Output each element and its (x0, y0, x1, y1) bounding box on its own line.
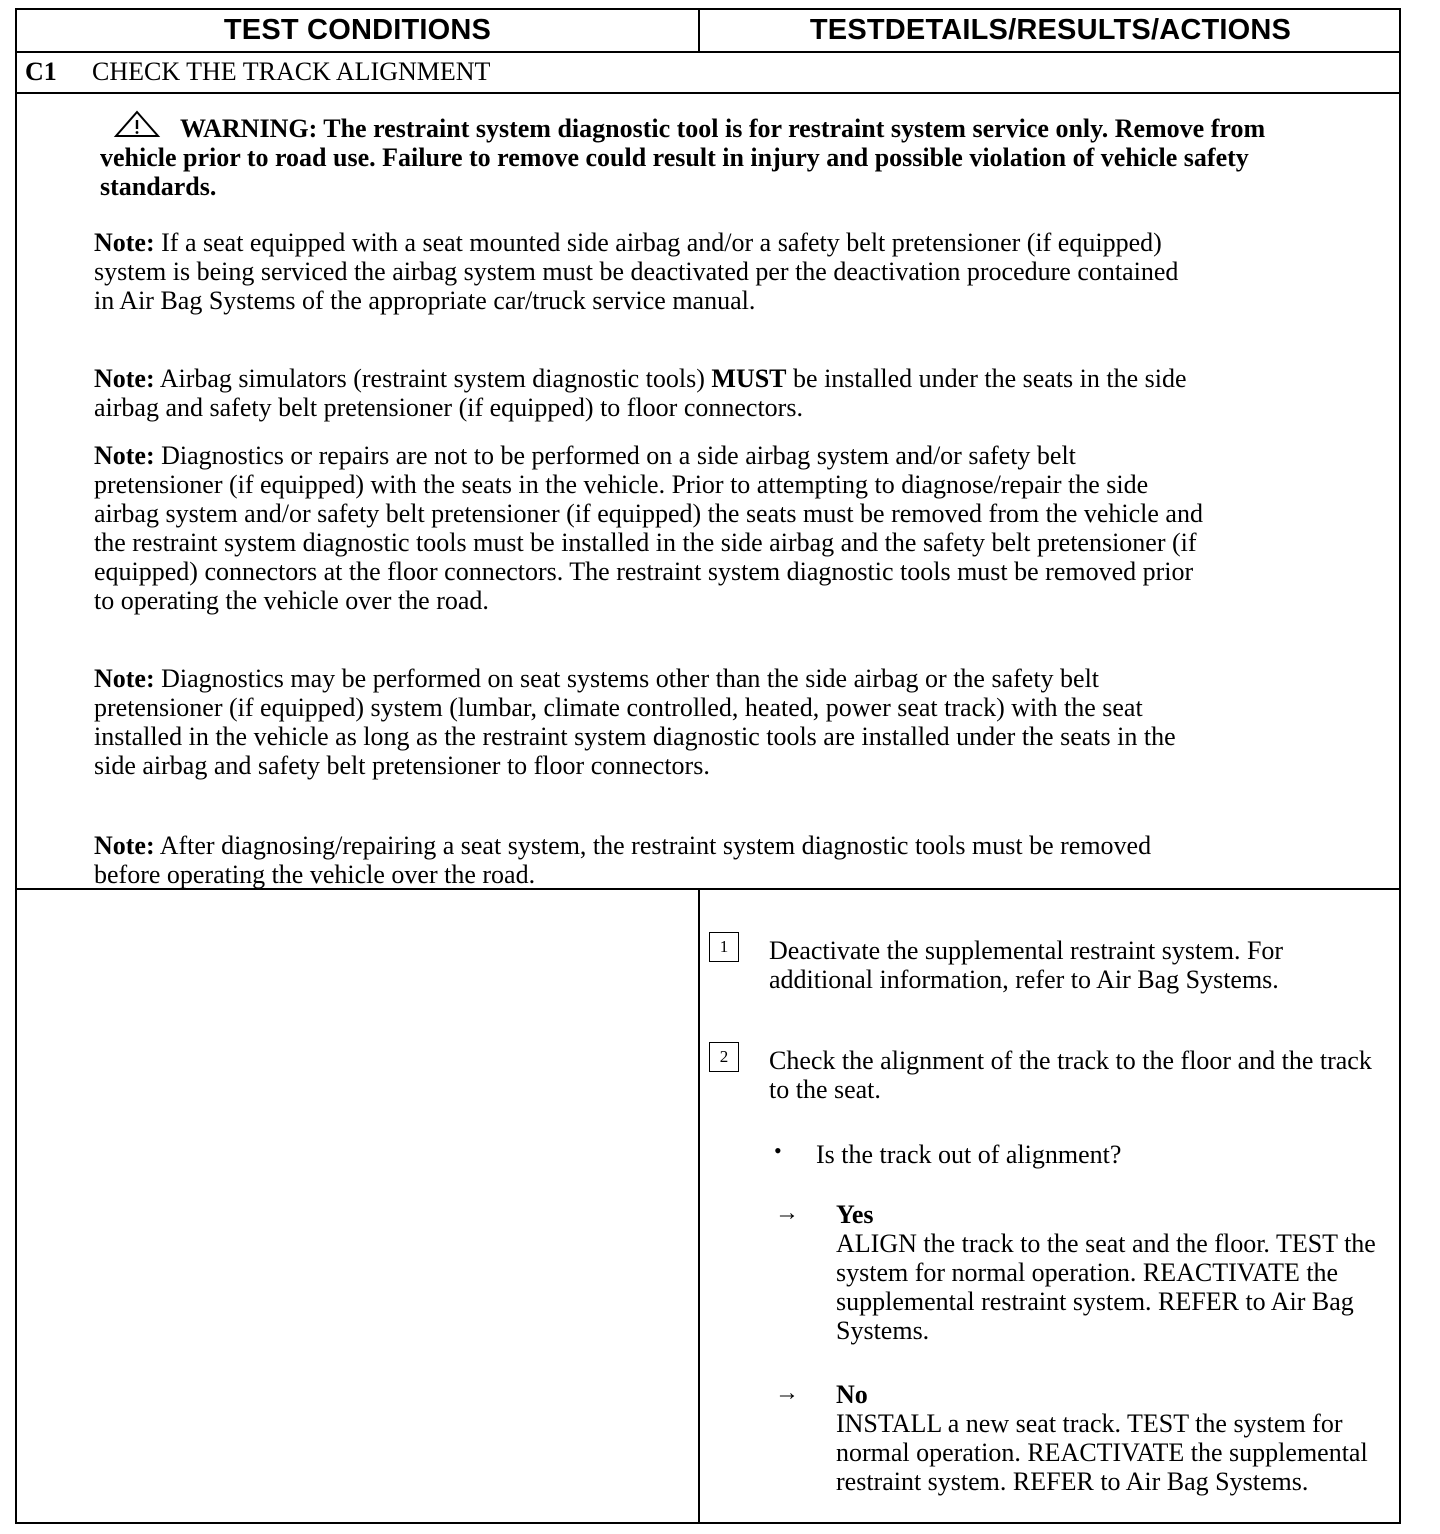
question-text: Is the track out of alignment? (816, 1140, 1122, 1169)
note-text: Diagnostics may be performed on seat systems other than the side airbag or the safety belt pretensioner (if equipped) system (lumbar, climate controlled, heated, power seat track) with the seat installed in the vehicle as long as the restraint system diagnostic tools are installed under the seats in the side airbag and safety belt pretensioner to floor connectors. (94, 664, 1176, 780)
step-number-box: 1 (709, 932, 739, 962)
arrow-right-icon: → (775, 1200, 799, 1226)
note-text: After diagnosing/repairing a seat system, the restraint system diagnostic tools must be removed before operating the vehicle over the road. (94, 831, 1152, 889)
warning-text: WARNING: The restraint system diagnostic tool is for restraint system service only. Remove from vehicle prior to road use. Failure to remove could result in injury and possible violation of vehicle safety standards. (100, 114, 1266, 201)
action-step-2: Check the alignment of the track to the floor and the track to the seat. (769, 1046, 1372, 1104)
table-header (17, 10, 1399, 53)
step-id: C1 (25, 57, 57, 86)
arrow-right-icon: → (775, 1380, 799, 1406)
note-text: Airbag simulators (restraint system diagnostic tools) (154, 364, 712, 393)
step-title: CHECK THE TRACK ALIGNMENT (92, 57, 491, 86)
notes-section (17, 94, 1399, 890)
answer-yes-label: Yes (836, 1200, 874, 1229)
header-test-conditions: TEST CONDITIONS (223, 14, 492, 46)
step-number-box: 2 (709, 1042, 739, 1072)
column-divider (698, 890, 700, 1524)
note-text: Diagnostics or repairs are not to be performed on a side airbag system and/or safety belt pretensioner (if equipped) with the seats in the vehicle. Prior to attempting to diagnose/repair the side airbag system and/or safety belt pretensioner (if equipped) the seats must be removed from the vehicle and the restraint system diagnostic tools must be installed in the side airbag and the safety belt pretensioner (if equipped) connectors at the floor connectors. The restraint system diagnostic tools must be removed prior to operating the vehicle over the road. (94, 441, 1203, 615)
note-4 (94, 664, 1204, 780)
note-5 (94, 831, 1204, 889)
header-test-details: TESTDETAILS/RESULTS/ACTIONS (809, 14, 1292, 46)
note-3 (94, 441, 1204, 615)
action-step-1: Deactivate the supplemental restraint system. For additional information, refer to Air Bag Systems. (769, 936, 1284, 994)
note-label: Note: (94, 441, 155, 470)
answer-no-label: No (836, 1380, 868, 1409)
note-text: be installed under the seats in the side airbag and safety belt pretensioner (if equipped) to floor connectors. (94, 364, 1187, 422)
note-label: Note: (94, 364, 155, 393)
bullet-icon: • (774, 1138, 782, 1163)
note-1 (94, 228, 1204, 315)
answer-yes-text: ALIGN the track to the seat and the floor. TEST the system for normal operation. REACTIVATE the supplemental restraint system. REFER to Air Bag Systems. (836, 1229, 1376, 1345)
note-label: Note: (94, 228, 155, 257)
answer-no-text: INSTALL a new seat track. TEST the system for normal operation. REACTIVATE the supplemental restraint system. REFER to Air Bag Systems. (836, 1409, 1368, 1496)
note-text: If a seat equipped with a seat mounted side airbag and/or a safety belt pretensioner (if equipped) system is being serviced the airbag system must be deactivated per the deactivation procedure contained in Air Bag Systems of the appropriate car/truck service manual. (94, 228, 1179, 315)
note-emphasis: MUST (711, 364, 787, 393)
note-label: Note: (94, 831, 155, 860)
note-2 (94, 364, 1204, 422)
step-title-row (17, 53, 1399, 94)
diagnostic-table (15, 8, 1401, 1524)
note-label: Note: (94, 664, 155, 693)
